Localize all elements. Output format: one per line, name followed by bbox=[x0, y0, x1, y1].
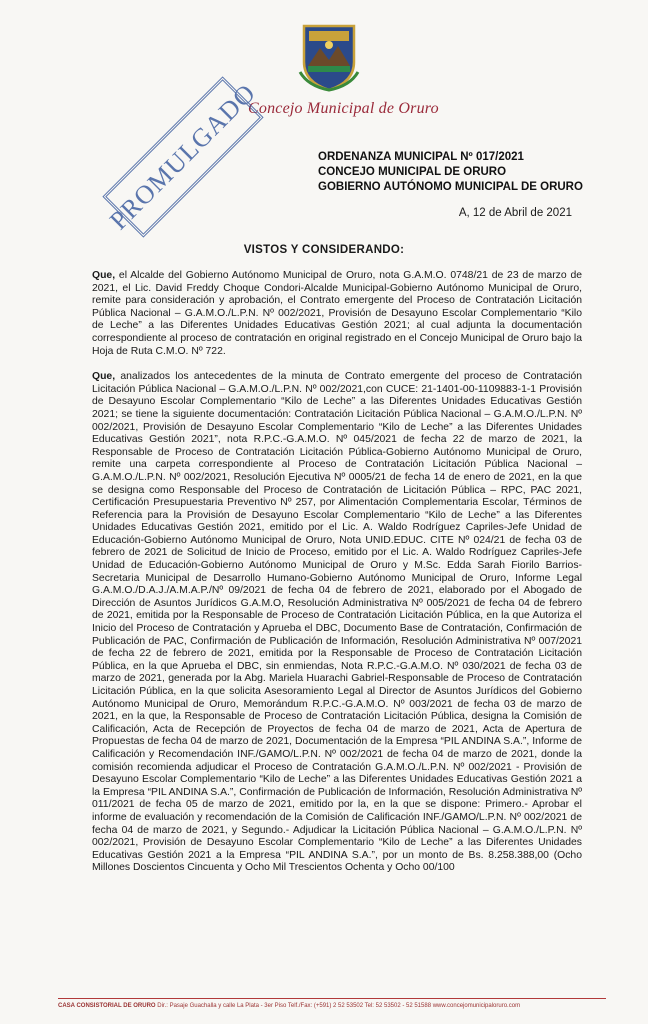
paragraph-lead: Que, bbox=[92, 270, 116, 281]
concejo-name-script: Concejo Municipal de Oruro bbox=[248, 100, 439, 117]
section-title: VISTOS Y CONSIDERANDO: bbox=[243, 244, 405, 256]
ordinance-number: ORDENANZA MUNICIPAL Nº 017/2021 bbox=[318, 151, 524, 163]
government-line: GOBIERNO AUTÓNOMO MUNICIPAL DE ORURO bbox=[318, 181, 583, 193]
document-header bbox=[318, 150, 583, 195]
footer-address: Dir.: Pasaje Guachalla y calle La Plata - 3er Piso Telf./Fax: (+591) 2 52 53502 Tel: 52 53502 - 52 51588 www.concejomunicipaloruro.com bbox=[155, 1003, 521, 1009]
promulgado-stamp: PROMULGADO bbox=[102, 76, 263, 237]
paragraph-text: el Alcalde del Gobierno Autónomo Municipal de Oruro, nota G.A.M.O. 0748/21 de 23 de marzo de 2021, el Lic. David Freddy Choque Condori-Alcalde Municipal-Gobierno Autónomo Municipal de Oruro, remite para consideración y aprobación, el Contrato emergente del Proceso de Contratación Licitación Pública Nacional – G.A.M.O./L.P.N. Nº 002/2021, Provisión de Desayuno Escolar Complementario “Kilo de Leche” a las Diferentes Unidades Educativas Gestión 2021; al cual adjunta la documentación correspondiente al proceso de contratación en original registrado en el Concejo Municipal de Oruro bajo la Hoja de Ruta C.M.O. Nº 722. bbox=[92, 270, 582, 357]
issuer-line: CONCEJO MUNICIPAL DE ORURO bbox=[318, 166, 507, 178]
paragraph bbox=[92, 270, 582, 358]
document-date: A, 12 de Abril de 2021 bbox=[458, 207, 572, 219]
coat-of-arms-icon bbox=[298, 22, 360, 92]
footer-divider bbox=[58, 998, 606, 999]
footer bbox=[58, 1003, 618, 1009]
document-body bbox=[92, 270, 582, 888]
paragraph-lead: Que, bbox=[92, 371, 116, 383]
paragraph-text: analizados los antecedentes de la minuta de Contrato emergente del proceso de Contratación Licitación Pública Nacional – G.A.M.O./L.P.N. Nº 002/2021,con CUCE: 21-1401-00-1109883-1-1 Provisión de Desayuno Escolar Complementario “Kilo de Leche” a las Diferentes Unidades Educativas Gestión 2021; se tiene la siguiente documentación: Contratación Licitación Pública Nacional – G.A.M.O./L.P.N. Nº 002/2021, Provisión de Desayuno Escolar Complementario “Kilo de Leche” a las Diferentes Unidades Educativas Gestión 2021”, nota R.P.C.-G.A.M.O. Nº 045/2021 de fecha 22 de marzo de 2021, la Responsable de Proceso de Contratación Licitación Pública-Gobierno Autónomo Municipal de Oruro, remite una carpeta correspondiente al Proceso de Contratación Licitación Pública Nacional – G.A.M.O./L.P.N. Nº 002/2021, Resolución Ejecutiva Nº 0005/21 de fecha 14 de enero de 2021, en la que se designa como Responsable del Proceso de Contratación de Licitación Pública – RPC, PAC 2021, Certificación Presupuestaria Preventivo Nº 257, por Alimentación Complementaria Escolar, Términos de Referencia para la Provisión de Desayuno Escolar Complementario “Kilo de Leche” a las Diferentes Unidades Educativas Gestión 2021, emitido por el Lic. A. Waldo Rodríguez Capriles-Jefe Unidad de Educación-Gobierno Autónomo Municipal de Oruro, Nota UNID.EDUC. CITE Nº 024/21 de fecha 03 de febrero de 2021 de Solicitud de Inicio de Proceso, emitido por el Lic. A. Waldo Rodríguez Capriles-Jefe Unidad de Educación-Gobierno Autónomo Municipal de Oruro y M.Sc. Edda Sarah Fiorilo Barrios-Secretaria Municipal de Desarrollo Humano-Gobierno Autónomo Municipal de Oruro, Informe Legal G.A.M.O./D.A.J./A.M.A.P./Nº 09/2021 de fecha 04 de febrero de 2021, elaborado por el Abogado de Dirección de Asuntos Jurídicos G.A.M.O, Resolución Administrativa Nº 005/2021 de fecha 04 de febrero de 2021, emitida por la Responsable de Proceso de Contratación Licitación Pública, en la que Autoriza el Inicio del Proceso de Contratación y Aprueba el DBC, Documento Base de Contratación, Confirmación de Publicación de PAC, Confirmación de Publicación de Información, Resolución Administrativa Nº 007/2021 de fecha 22 de febrero de 2021, emitida por la Responsable de Proceso de Contratación Licitación Pública, en la que Aprueba el DBC, sin enmiendas, Nota R.P.C.-G.A.M.O. Nº 030/2021 de fecha 03 de marzo de 2021, generada por la Abg. Mariela Huarachi Gabriel-Responsable de Proceso de Contratación Licitación Pública, en la que solicita Asesoramiento Legal al Director de Asuntos Jurídicos del Gobierno Autónomo Municipal de Oruro, Memorándum R.P.C.-G.A.M.O. Nº 003/2021 de fecha 03 de marzo de 2021, en la que, la Responsable de Proceso de Contratación Licitación Pública, designa la Comisión de Calificación, Acta de Recepción de Proyectos de fecha 04 de marzo de 2021, Acta de Apertura de Propuestas de fecha 04 de marzo de 2021, Documentación de la Empresa “PIL ANDINA S.A.”, Informe de Calificación y Recomendación INF./GAMO/L.P.N. Nº 002/2021 de fecha 04 de marzo de 2021, donde la comisión recomienda adjudicar el Proceso de Contratación G.A.M.O./L.P.N. Nº 002/2021 - Provisión de Desayuno Escolar Complementario “Kilo de Leche” a las Diferentes Unidades Educativas Gestión 2021 a la Empresa “PIL ANDINA S.A.”, Confirmación de Publicación de Información, Resolución Administrativa Nº 011/2021 de fecha 05 de marzo de 2021, emitido por la, en la que se dispone: Primero.- Aprobar el informe de evaluación y recomendación de la Comisión de Calificación INF./GAMO/L.P.N. Nº 002/2021 de fecha 04 de marzo de 2021, y Segundo.- Adjudicar la Licitación Pública Nacional – G.A.M.O./L.P.N. Nº 002/2021, Provisión de Desayuno Escolar Complementario “Kilo de Leche” a las Diferentes Unidades Educativas Gestión 2021 a la Empresa “PIL ANDINA S.A.”, por un monto de Bs. 8.258.388,00 (Ocho Millones Doscientos Cincuenta y Ocho Mil Trescientos Ochenta y Ocho 00/100 bbox=[92, 371, 582, 874]
paragraph bbox=[92, 371, 582, 875]
footer-label: CASA CONSISTORIAL DE ORURO bbox=[58, 1003, 156, 1009]
